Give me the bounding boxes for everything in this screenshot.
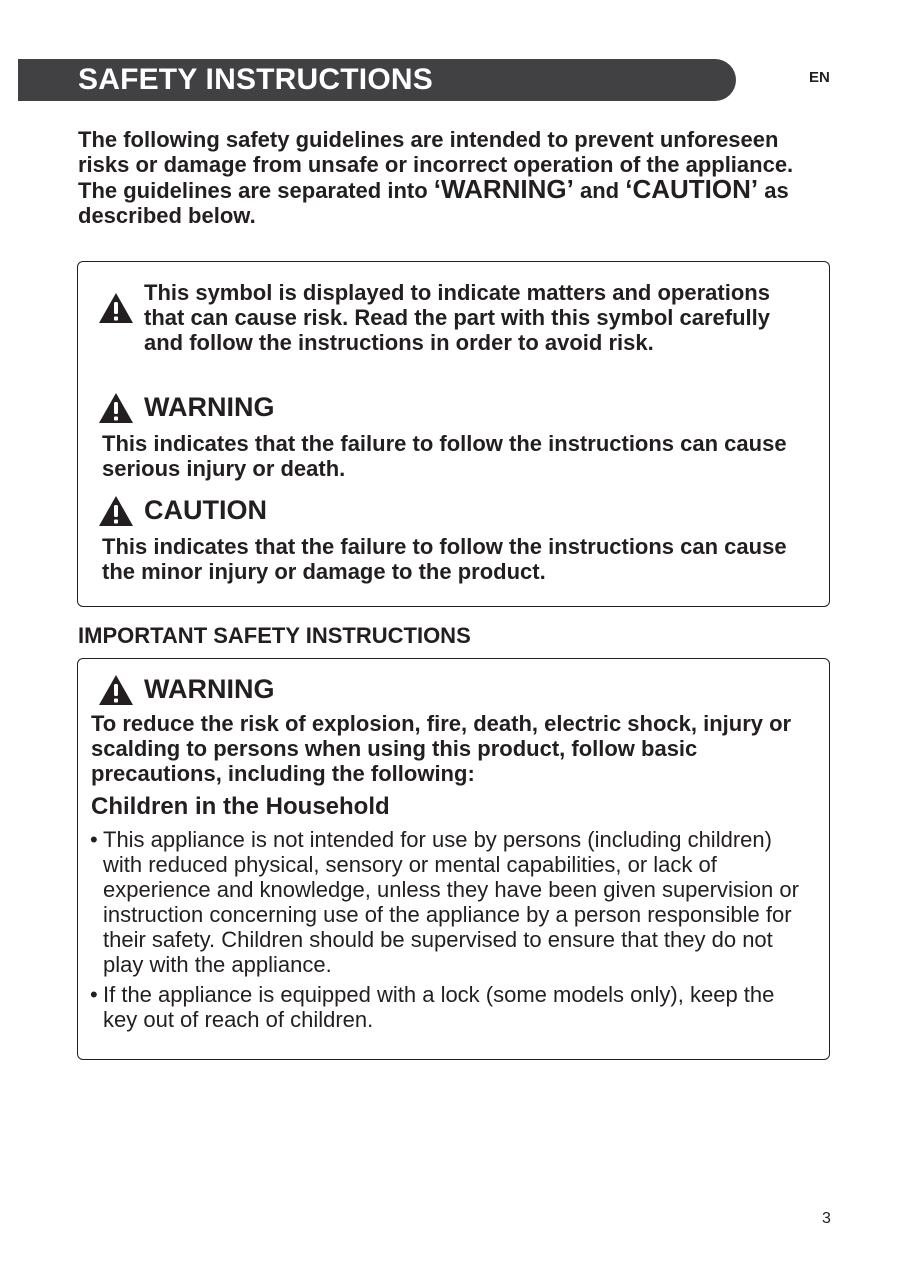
- warning-triangle-icon: [98, 495, 134, 527]
- warning-label: WARNING: [144, 392, 275, 422]
- list-item: [91, 827, 811, 977]
- bullet-text: This appliance is not intended for use by persons (including children) with reduced physical, sensory or mental capabilities, or lack of experience and knowledge, unless they have been given supervision or instruction concerning use of the appliance by a person responsible for their safety. Children should be supervised to ensure that they do not play with the appliance.: [103, 827, 799, 977]
- bullet-icon: •: [90, 827, 98, 852]
- bullet-text: If the appliance is equipped with a lock (some models only), keep the key out of reach of children.: [103, 982, 775, 1032]
- intro-line-1: The following safety guidelines are intended to prevent unforeseen risks or damage from unsafe or incorrect operation of the appliance.: [78, 127, 794, 177]
- warning-triangle-icon: [98, 392, 134, 424]
- list-item: [91, 982, 811, 1032]
- important-safety-heading: IMPORTANT SAFETY INSTRUCTIONS: [78, 623, 471, 648]
- warning-triangle-icon: [98, 292, 134, 324]
- children-subheading: Children in the Household: [91, 793, 390, 820]
- caution-label: CAUTION: [144, 495, 267, 525]
- page-number: 3: [822, 1210, 831, 1227]
- symbol-legend-box: [77, 261, 830, 607]
- intro-paragraph: [78, 127, 798, 228]
- intro-text-b: and: [573, 178, 626, 203]
- warning-term: ‘WARNING’: [433, 174, 574, 204]
- children-bullet-list: [91, 827, 811, 1037]
- symbol-explanation: [98, 280, 810, 355]
- language-code: EN: [809, 69, 830, 86]
- important-warning-text: To reduce the risk of explosion, fire, death, electric shock, injury or scalding to persons when using this product, follow basic precautions, including the following:: [91, 711, 792, 786]
- intro-line-2: [78, 174, 798, 228]
- caution-term: ‘CAUTION’: [625, 174, 759, 204]
- important-warning-label: WARNING: [144, 674, 275, 704]
- intro-text-a: The guidelines are separated into: [78, 178, 434, 203]
- warning-triangle-icon: [98, 674, 134, 706]
- symbol-description: This symbol is displayed to indicate matters and operations that can cause risk. Read the part with this symbol carefully and follow the instructions in order to avoid risk.: [144, 280, 770, 355]
- important-warning-box: [77, 658, 830, 1060]
- warning-description: This indicates that the failure to follow the instructions can cause serious injury or death.: [102, 431, 787, 481]
- page-title: SAFETY INSTRUCTIONS: [78, 63, 433, 96]
- caution-description: This indicates that the failure to follow the instructions can cause the minor injury or damage to the product.: [102, 534, 787, 584]
- intro-text-c: as described below.: [78, 178, 789, 228]
- bullet-icon: •: [90, 982, 98, 1007]
